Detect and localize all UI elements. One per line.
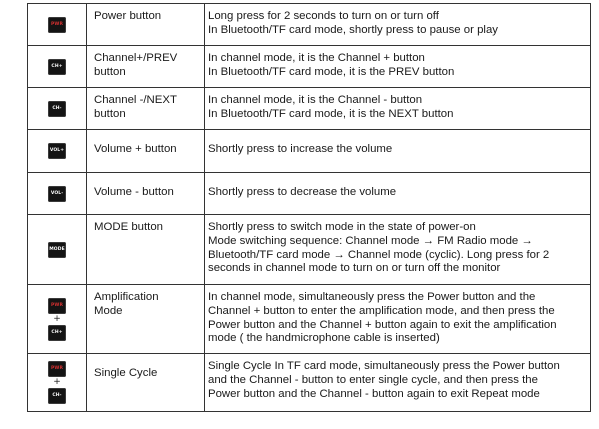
icon-cell: [28, 88, 87, 130]
description-cell: [205, 285, 591, 354]
vol-plus-key-icon: VOL+: [48, 143, 66, 159]
button-name-cell: [87, 4, 205, 46]
button-description: Single Cycle In TF card mode, simultaneously press the Power button and the Channel - button to enter single cycle, and then press the Power button and the Channel - button again to exit Repeat mode: [208, 360, 560, 400]
table-row: [28, 130, 591, 173]
button-name-cell: [87, 46, 205, 88]
table-row: [28, 46, 591, 88]
icon-cell: [28, 285, 87, 354]
mode-key-icon: MODE: [48, 242, 66, 258]
button-description: In channel mode, it is the Channel - button In Bluetooth/TF card mode, it is the NEXT button: [208, 94, 454, 120]
power-key-icon: PWR: [48, 361, 66, 377]
table-row: [28, 285, 591, 354]
table-row: [28, 88, 591, 130]
icon-cell: [28, 354, 87, 412]
description-cell: [205, 130, 591, 173]
button-description: Shortly press to increase the volume: [208, 143, 393, 155]
ch-minus-key-icon: CH-: [48, 101, 66, 117]
table-row: [28, 4, 591, 46]
description-cell: [205, 4, 591, 46]
description-cell: [205, 354, 591, 412]
description-cell: [205, 88, 591, 130]
table-row: [28, 173, 591, 215]
plus-sign: +: [53, 377, 61, 387]
description-cell: [205, 46, 591, 88]
button-name: Amplification Mode: [94, 291, 159, 317]
power-key-icon: PWR: [48, 298, 66, 314]
icon-cell: [28, 46, 87, 88]
button-name-cell: [87, 88, 205, 130]
button-description: In channel mode, it is the Channel + button In Bluetooth/TF card mode, it is the PREV button: [208, 52, 455, 78]
button-description: Long press for 2 seconds to turn on or turn off In Bluetooth/TF card mode, shortly press to pause or play: [208, 10, 498, 36]
icon-cell: [28, 130, 87, 173]
ch-minus-key-icon: CH-: [48, 388, 66, 404]
button-name: Volume + button: [94, 143, 177, 155]
button-name: Channel -/NEXT button: [94, 94, 177, 120]
button-name: Channel+/PREV button: [94, 52, 178, 78]
button-name: MODE button: [94, 221, 164, 233]
button-name-cell: [87, 173, 205, 215]
table-row: [28, 215, 591, 285]
icon-cell: [28, 4, 87, 46]
icon-cell: [28, 173, 87, 215]
button-function-table: [27, 3, 591, 412]
description-cell: [205, 215, 591, 285]
plus-sign: +: [53, 313, 61, 324]
power-plus-ch-plus-combo-icon: [28, 298, 86, 341]
button-name-cell: [87, 215, 205, 285]
button-description: In channel mode, simultaneously press the Power button and the Channel + button to enter the amplification mode, and then press the Power button and the Channel + button again to exit the amplification mode ( the handmicrophone cable is inserted): [208, 291, 557, 345]
button-function-table-container: [27, 3, 591, 412]
button-description: Shortly press to decrease the volume: [208, 186, 397, 198]
ch-plus-key-icon: CH+: [48, 325, 66, 341]
power-plus-ch-minus-combo-icon: [28, 361, 86, 404]
button-name: Power button: [94, 10, 162, 22]
table-row: [28, 354, 591, 412]
button-name: Volume - button: [94, 186, 174, 198]
icon-cell: [28, 215, 87, 285]
button-name-cell: [87, 354, 205, 412]
power-key-icon: PWR: [48, 17, 66, 33]
button-name-cell: [87, 285, 205, 354]
ch-plus-key-icon: CH+: [48, 59, 66, 75]
button-name: Single Cycle: [94, 367, 158, 379]
vol-minus-key-icon: VOL-: [48, 186, 66, 202]
button-description: Shortly press to switch mode in the state of power-on Mode switching sequence: Channel mode → FM Radio mode → Bluetooth/TF card mode → Channel mode (cyclic). Long press for 2 seconds in channel mode to turn on or turn off the monitor: [208, 221, 550, 275]
button-name-cell: [87, 130, 205, 173]
description-cell: [205, 173, 591, 215]
